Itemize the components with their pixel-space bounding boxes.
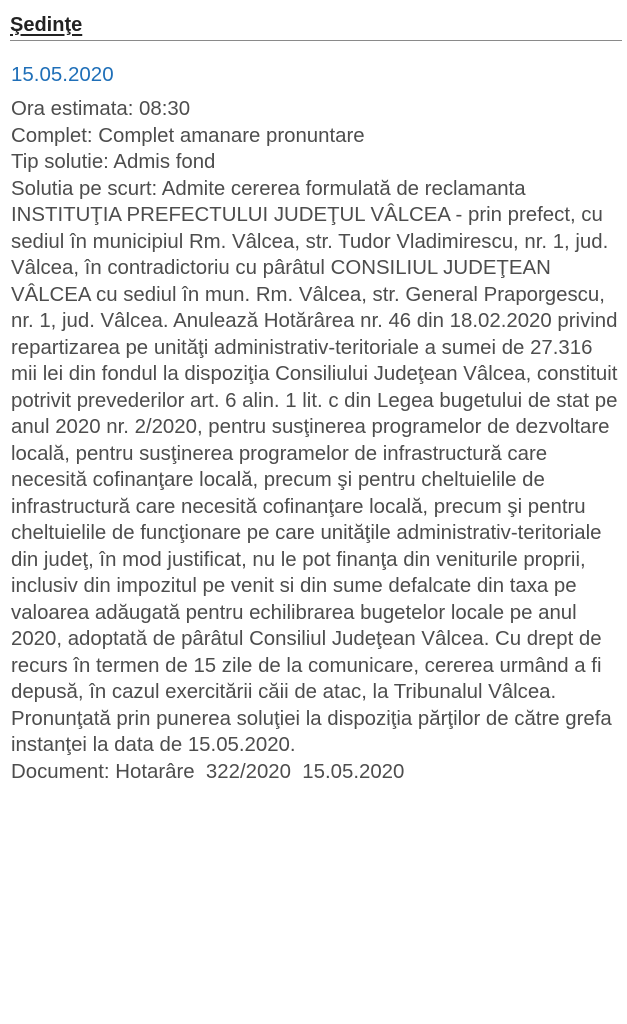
document-reference (11, 759, 619, 786)
section-header (10, 14, 622, 41)
solution-summary: Solutia pe scurt: Admite cererea formulată de reclamanta INSTITUŢIA PREFECTULUI JUDEŢUL VÂLCEA - prin prefect, cu sediul în municipiul Rm. Vâlcea, str. Tudor Vladimirescu, nr. 1, jud. Vâlcea, în contradictoriu cu pârâtul CONSILIUL JUDEŢEAN VÂLCEA cu sediul în mun. Rm. Vâlcea, str. General Praporgescu, nr. 1, jud. Vâlcea. Anulează Hotărârea nr. 46 din 18.02.2020 privind repartizarea pe unităţi administrativ-teritoriale a sumei de 27.316 mii lei din fondul la dispoziţia Consiliului Judeţean Vâlcea, constituit potrivit prevederilor art. 6 alin. 1 lit. c din Legea bugetului de stat pe anul 2020 nr. 2/2020, pentru susţinerea programelor de dezvoltare locală, pentru susţinerea programelor de infrastructură care necesită cofinanţare locală, precum şi pentru cheltuielile de infrastructură care necesită cofinanţare locală, precum şi pentru cheltuielile de funcţionare pe care unităţile administrativ-teritoriale din judeţ, în mod justificat, nu le pot finanţa din veniturile proprii, inclusiv din impozitul pe venit si din sume defalcate din taxa pe valoarea adăugată pentru echilibrarea bugetelor locale pe anul 2020, adoptată de pârâtul Consiliul Judeţean Vâlcea. Cu drept de recurs în termen de 15 zile de la comunicare, cererea urmând a fi depusă, în cazul exercitării căii de atac, la Tribunalul Vâlcea. Pronunţată prin punerea soluţiei la dispoziţia părţilor de către grefa instanţei la data de 15.05.2020. (11, 177, 618, 756)
document-text: Document: Hotarâre 322/2020 15.05.2020 (11, 760, 405, 783)
section-title: Şedinţe (10, 14, 83, 36)
estimated-time: Ora estimata: 08:30 (11, 98, 191, 120)
panel: Complet: Complet amanare pronuntare (11, 124, 365, 147)
session-item (11, 60, 619, 785)
session-date[interactable]: 15.05.2020 (11, 63, 114, 86)
solution-type: Tip solutie: Admis fond (11, 151, 216, 173)
